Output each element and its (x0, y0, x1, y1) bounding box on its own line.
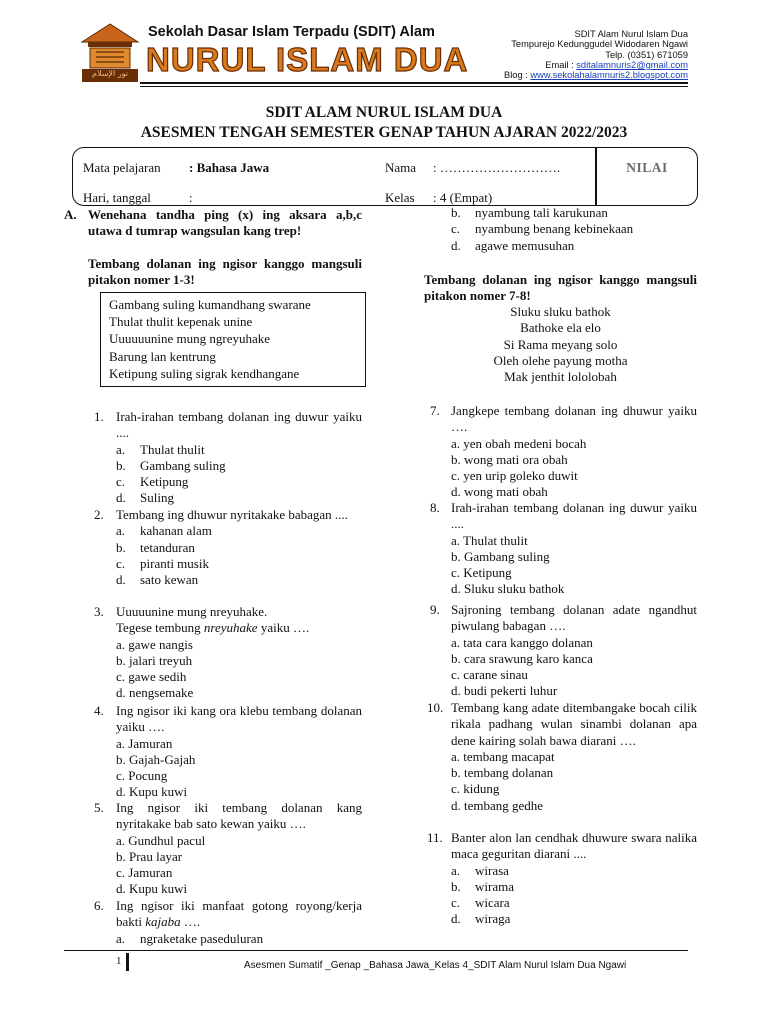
poem1-line: Thulat thulit kepenak unine (109, 314, 253, 330)
option-d[interactable] (116, 881, 362, 897)
option-letter: c. (451, 895, 461, 911)
option-c[interactable] (116, 474, 362, 490)
option-letter: b. (451, 878, 461, 894)
question-body (451, 700, 697, 814)
option-c[interactable] (451, 781, 697, 797)
option-letter: b. (451, 650, 461, 666)
option-text: jalari treyuh (129, 652, 193, 668)
option-c[interactable] (451, 221, 697, 237)
contact-email-row (504, 60, 688, 70)
option-letter: a. (116, 735, 126, 751)
option-text: Thulat thulit (463, 532, 528, 548)
option-text: tetanduran (140, 539, 195, 555)
question-number: 7. (430, 403, 440, 418)
option-letter: c. (116, 768, 126, 784)
option-text: Pocung (128, 768, 168, 784)
option-text: sato kewan (140, 572, 199, 588)
option-letter: a. (451, 532, 461, 548)
option-text: Sluku sluku bathok (464, 581, 565, 597)
question-number: 4. (94, 703, 104, 718)
option-text: budi pekerti luhur (464, 683, 558, 699)
question-number: 3. (94, 604, 104, 619)
question-text-italic: kajaba (145, 914, 181, 930)
poem2-intro: Tembang dolanan ing ngisor kanggo mangsuli pitakon nomer 7-8! (424, 272, 697, 304)
date-value: : (189, 190, 193, 205)
question-number: 10. (427, 700, 444, 715)
poem2-line: Sluku sluku bathok (510, 304, 611, 319)
question-body (116, 604, 362, 702)
option-d[interactable] (116, 784, 362, 800)
option-text: nyambung benang kebinekaan (475, 221, 634, 237)
option-c[interactable] (451, 565, 697, 581)
option-text: Kupu kuwi (129, 881, 188, 897)
option-text: Prau layar (129, 848, 183, 864)
option-b[interactable] (116, 540, 362, 556)
question-text: Tembang kang adate ditembangake bocah cilik rikala padhang wulan sinambi dolanan apa dene kairing solah bawa diarani …. (451, 700, 697, 748)
option-letter: b. (451, 451, 461, 467)
poem1-intro: Tembang dolanan ing ngisor kanggo mangsuli pitakon nomer 1-3! (88, 256, 362, 288)
option-d[interactable] (451, 911, 697, 927)
option-b[interactable] (116, 458, 362, 474)
question-text: Irah-irahan tembang dolanan ing duwur yaiku .... (116, 409, 362, 441)
option-c[interactable] (116, 556, 362, 572)
option-text: Gundhul pacul (128, 832, 206, 848)
option-a[interactable] (116, 637, 362, 653)
document-title: SDIT ALAM NURUL ISLAM DUA (265, 104, 503, 121)
contact-blog-row (504, 70, 688, 80)
option-text: Ketipung (140, 474, 189, 490)
poem2-line: Oleh olehe payung motha (493, 352, 628, 368)
question-number: 1. (94, 409, 104, 424)
poem1-line: Gambang suling kumandhang swarane (109, 297, 311, 312)
name-field[interactable]: : ………………………. (433, 160, 561, 175)
option-letter: d. (116, 881, 126, 897)
option-d[interactable] (451, 484, 697, 500)
option-letter: d. (451, 911, 461, 927)
page-number: 1 (116, 955, 122, 967)
option-text: Suling (140, 490, 174, 506)
student-info-box (72, 147, 698, 206)
option-text: nengsemake (129, 685, 194, 701)
option-letter: a. (116, 930, 126, 946)
option-text: wirasa (475, 862, 509, 878)
contact-name: SDIT Alam Nurul Islam Dua (574, 29, 688, 39)
option-d[interactable] (451, 798, 697, 814)
question-text: Irah-irahan tembang dolanan ing duwur yaiku .... (451, 500, 697, 532)
option-text: gawe sedih (128, 669, 187, 685)
question-text-italic: nreyuhake (203, 620, 258, 636)
option-text: Jamuran (128, 865, 173, 881)
question-number: 8. (430, 500, 440, 515)
option-a[interactable] (116, 833, 362, 849)
option-letter: d. (116, 572, 126, 588)
option-letter: a. (451, 435, 461, 451)
option-letter: b. (116, 848, 126, 864)
poem1-box (100, 292, 366, 387)
option-text: tata cara kanggo dolanan (463, 634, 593, 650)
option-text: Gambang suling (140, 457, 226, 473)
question-body (451, 500, 697, 598)
option-letter: a. (116, 636, 126, 652)
blog-link[interactable]: www.sekolahalamnuris2.blogspot.com (530, 70, 688, 81)
question-body (116, 507, 362, 588)
name-label: Nama (385, 160, 417, 175)
option-a[interactable] (116, 931, 362, 947)
option-c[interactable] (451, 895, 697, 911)
question-number: 5. (94, 800, 104, 815)
option-text: wong mati ora obah (464, 451, 568, 467)
contact-phone: Telp. (0351) 671059 (605, 49, 688, 60)
question-text-part: Tegese tembung (116, 620, 204, 636)
option-text: Gambang suling (464, 548, 550, 564)
option-text: yen obah medeni bocah (463, 435, 587, 451)
option-letter: b. (116, 457, 126, 473)
question-6-continued (451, 205, 697, 254)
option-letter: d. (451, 683, 461, 699)
option-text: carane sinau (463, 667, 528, 683)
option-letter: c. (451, 565, 461, 581)
option-letter: d. (451, 581, 461, 597)
footer-page-bar (126, 953, 129, 971)
option-letter: a. (451, 862, 461, 878)
option-letter: b. (116, 652, 126, 668)
option-a[interactable] (451, 436, 697, 452)
option-letter: d. (451, 484, 461, 500)
option-b[interactable] (451, 549, 697, 565)
school-name-banner: NURUL ISLAM DUA (146, 41, 469, 78)
option-c[interactable] (116, 768, 362, 784)
option-letter: a. (116, 832, 126, 848)
footer-text: Asesmen Sumatif _Genap _Bahasa Jawa_Kelas 4_SDIT Alam Nurul Islam Dua Ngawi (244, 960, 627, 971)
date-label: Hari, tanggal (83, 190, 151, 205)
option-a[interactable] (451, 749, 697, 765)
poem2-line: Bathoke ela elo (520, 320, 601, 336)
footer-divider (64, 950, 688, 951)
option-a[interactable] (451, 863, 697, 879)
contact-address: Tempurejo Kedunggudel Widodaren Ngawi (511, 39, 688, 50)
option-letter: c. (116, 669, 126, 685)
option-text: wiraga (475, 911, 511, 927)
option-text: Jamuran (128, 735, 173, 751)
subject-label: Mata pelajaran (83, 160, 161, 175)
question-body (451, 403, 697, 501)
question-text-line1: Uuuuunine mung nreyuhake. (116, 604, 268, 619)
option-letter: c. (451, 468, 461, 484)
option-text: nyambung tali karukunan (475, 205, 608, 220)
question-body (451, 602, 697, 700)
option-b[interactable] (451, 452, 697, 468)
question-text-line2 (116, 620, 362, 636)
option-c[interactable] (116, 865, 362, 881)
option-b[interactable] (451, 651, 697, 667)
score-divider (595, 148, 597, 205)
option-text: wong mati obah (464, 484, 548, 500)
poem1-line: Uuuuuunine mung ngreyuhake (109, 331, 271, 347)
option-text: Thulat thulit (140, 441, 205, 457)
option-letter: d. (116, 784, 126, 800)
option-text: cara srawung karo kanca (464, 650, 593, 666)
option-letter: c. (451, 221, 461, 237)
option-c[interactable] (451, 468, 697, 484)
option-d[interactable] (451, 683, 697, 699)
option-text: kidung (463, 781, 500, 797)
question-body (116, 703, 362, 801)
option-d[interactable] (451, 238, 697, 254)
option-letter: c. (116, 865, 126, 881)
option-text: gawe nangis (128, 636, 193, 652)
option-text: piranti musik (140, 555, 209, 571)
option-b[interactable] (451, 205, 697, 221)
question-text-part: Ing ngisor iki manfaat gotong royong/kerja bakti (116, 898, 362, 930)
poem2-line: Mak jenthit lololobah (504, 369, 617, 385)
option-letter: c. (116, 555, 126, 571)
option-text: agawe memusuhan (475, 237, 575, 253)
option-letter: b. (451, 548, 461, 564)
question-text: Banter alon lan cendhak dhuwure swara nalika maca geguritan diarani .... (451, 830, 697, 862)
option-a[interactable] (116, 736, 362, 752)
poem2-line: Si Rama meyang solo (503, 336, 618, 352)
option-b[interactable] (116, 653, 362, 669)
option-text: Ketipung (463, 565, 512, 581)
option-a[interactable] (116, 442, 362, 458)
email-label: Email : (545, 59, 577, 70)
document-subtitle: ASESMEN TENGAH SEMESTER GENAP TAHUN AJARAN 2022/2023 (140, 124, 628, 141)
option-b[interactable] (451, 765, 697, 781)
option-letter: b. (451, 205, 461, 220)
option-text: kahanan alam (140, 523, 212, 539)
question-text-part: yaiku …. (257, 620, 310, 636)
option-text: yen urip goleko duwit (463, 468, 578, 484)
option-letter: b. (451, 765, 461, 781)
class-value: : 4 (Empat) (433, 190, 493, 205)
option-text: tembang macapat (463, 748, 555, 764)
logo-arabic-text: نور الإسلام (92, 69, 128, 78)
question-number: 11. (427, 830, 443, 845)
option-letter: a. (116, 441, 126, 457)
option-letter: a. (116, 523, 126, 539)
option-letter: a. (451, 748, 461, 764)
question-text: Ing ngisor iki kang ora klebu tembang dolanan yaiku …. (116, 703, 362, 735)
option-d[interactable] (451, 581, 697, 597)
option-b[interactable] (451, 879, 697, 895)
option-text: wirama (475, 878, 514, 894)
option-letter: b. (116, 539, 126, 555)
option-letter: d. (451, 237, 461, 253)
header-divider-thin (140, 86, 688, 87)
question-text-part: …. (180, 914, 201, 930)
question-text: Jangkepe tembang dolanan ing dhuwur yaiku …. (451, 403, 697, 435)
option-b[interactable] (116, 849, 362, 865)
question-text: Sajroning tembang dolanan adate ngandhut piwulang babagan …. (451, 602, 697, 634)
email-link[interactable]: sditalamnuris2@gmail.com (576, 59, 688, 70)
option-a[interactable] (451, 533, 697, 549)
school-logo (78, 22, 142, 84)
score-label: NILAI (626, 160, 668, 175)
poem2-block (424, 304, 697, 385)
poem1-line: Ketipung suling sigrak kendhangane (109, 365, 300, 381)
option-a[interactable] (116, 523, 362, 539)
option-letter: c. (451, 667, 461, 683)
question-body (116, 800, 362, 898)
option-text: Kupu kuwi (129, 784, 188, 800)
option-letter: d. (116, 685, 126, 701)
option-text: Gajah-Gajah (129, 751, 196, 767)
question-body (116, 898, 362, 947)
option-letter: c. (116, 474, 126, 490)
question-body (451, 830, 697, 928)
poem1-line: Barung lan kentrung (109, 348, 216, 364)
option-d[interactable] (116, 490, 362, 506)
option-d[interactable] (116, 572, 362, 588)
option-letter: d. (116, 490, 126, 506)
option-text: tembang dolanan (464, 765, 554, 781)
option-letter: d. (451, 797, 461, 813)
section-letter: A. (64, 207, 77, 222)
question-number: 6. (94, 898, 104, 913)
option-text: ngraketake paseduluran (140, 930, 264, 946)
subject-value: : Bahasa Jawa (189, 160, 270, 175)
option-letter: a. (451, 634, 461, 650)
blog-label: Blog : (504, 70, 531, 81)
option-text: tembang gedhe (464, 797, 544, 813)
option-d[interactable] (116, 685, 362, 701)
question-number: 2. (94, 507, 104, 522)
option-b[interactable] (116, 752, 362, 768)
option-letter: c. (451, 781, 461, 797)
question-body (116, 409, 362, 507)
class-label: Kelas (385, 190, 415, 205)
question-text (116, 898, 362, 931)
question-text: Ing ngisor iki tembang dolanan kang nyritakake bab sato kewan yaiku …. (116, 800, 362, 832)
header-divider (140, 82, 688, 84)
option-text: wicara (475, 895, 510, 911)
section-instruction: Wenehana tandha ping (x) ing aksara a,b,c utawa d tumrap wangsulan kang trep! (88, 207, 362, 239)
option-a[interactable] (451, 635, 697, 651)
contact-block (504, 29, 688, 80)
question-text: Tembang ing dhuwur nyritakake babagan .... (116, 507, 348, 522)
question-number: 9. (430, 602, 440, 617)
school-type-line: Sekolah Dasar Islam Terpadu (SDIT) Alam (148, 24, 435, 40)
option-c[interactable] (116, 669, 362, 685)
option-c[interactable] (451, 667, 697, 683)
option-letter: b. (116, 751, 126, 767)
